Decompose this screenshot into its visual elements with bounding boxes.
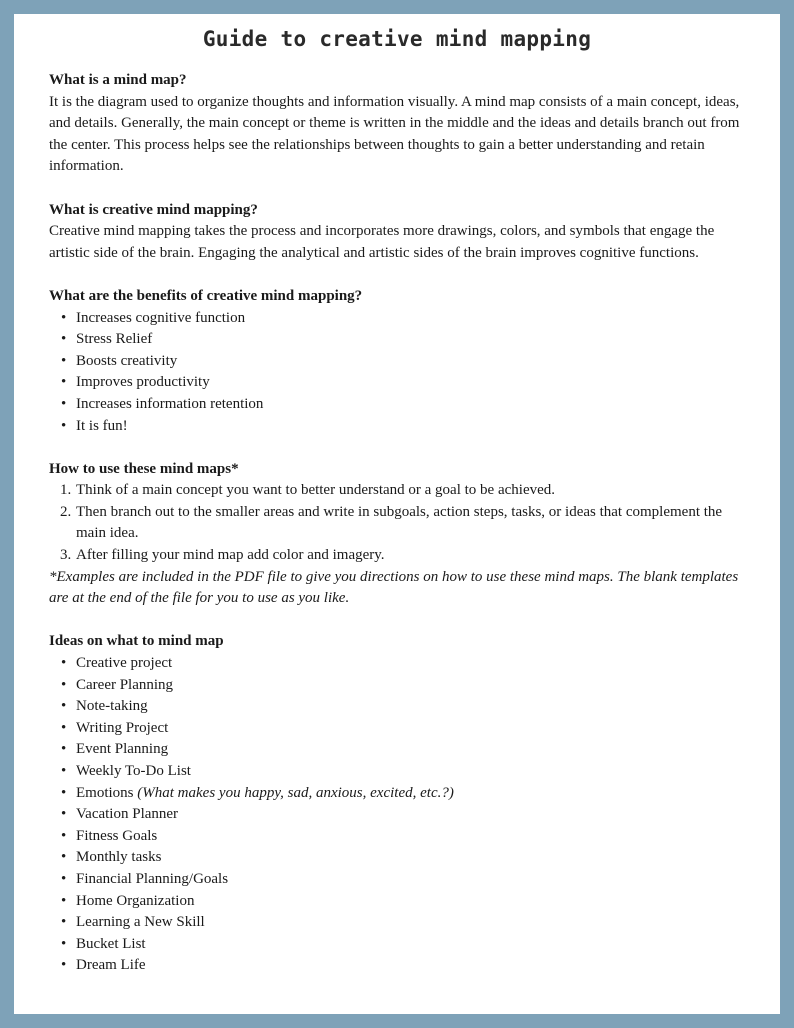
step-text: After filling your mind map add color and imagery. (76, 547, 385, 564)
footnote: *Examples are included in the PDF file to give you directions on how to use these mind maps. The blank templates are at the end of the file for you to use as you like. (49, 568, 739, 607)
section-heading: Ideas on what to mind map (49, 633, 224, 650)
list-item: • Career Planning (49, 675, 749, 697)
document-content (49, 70, 749, 977)
list-item (49, 502, 749, 545)
list-item: • Vacation Planner (49, 804, 749, 826)
list-item: • Dream Life (49, 955, 749, 977)
list-item (49, 480, 749, 502)
section-what-is (49, 70, 749, 178)
section-heading: How to use these mind maps* (49, 460, 239, 477)
step-number: 3. (60, 547, 72, 564)
step-number: 2. (60, 503, 72, 520)
section-benefits (49, 286, 749, 437)
section-heading: What is a mind map? (49, 72, 187, 88)
list-item-text: Emotions (76, 784, 134, 801)
section-ideas (49, 631, 749, 977)
list-item (49, 783, 749, 805)
benefits-list (49, 308, 749, 438)
step-text: Think of a main concept you want to better understand or a goal to be achieved. (76, 482, 556, 499)
list-item: • Stress Relief (49, 329, 749, 351)
document-page (14, 14, 780, 1014)
steps-list (49, 480, 749, 566)
list-item: • Boosts creativity (49, 351, 749, 373)
list-item (49, 545, 749, 567)
list-item: • It is fun! (49, 416, 749, 438)
step-text: Then branch out to the smaller areas and write in subgoals, action steps, tasks, or ideas that complement the main idea. (76, 503, 723, 542)
list-item: • Improves productivity (49, 372, 749, 394)
emotions-note: (What makes you happy, sad, anxious, excited, etc.?) (137, 784, 454, 801)
section-creative (49, 200, 749, 265)
list-item: • Note-taking (49, 696, 749, 718)
list-item: • Home Organization (49, 891, 749, 913)
page-title: Guide to creative mind mapping (202, 27, 592, 51)
list-item: • Writing Project (49, 718, 749, 740)
list-item: • Increases information retention (49, 394, 749, 416)
list-item: • Learning a New Skill (49, 912, 749, 934)
section-body: It is the diagram used to organize thoughts and information visually. A mind map consists of a main concept, ideas, and details. Generally, the main concept or theme is written in the middle and the ideas and details branch out from the center. This process helps see the relationships between thoughts to gain a better understanding and retain information. (49, 93, 740, 175)
section-heading: What is creative mind mapping? (49, 201, 258, 218)
list-item: • Financial Planning/Goals (49, 869, 749, 891)
list-item: • Monthly tasks (49, 847, 749, 869)
list-item: • Bucket List (49, 934, 749, 956)
ideas-list (49, 653, 749, 977)
list-item: • Event Planning (49, 739, 749, 761)
step-number: 1. (60, 482, 72, 499)
list-item: • Increases cognitive function (49, 308, 749, 330)
section-heading: What are the benefits of creative mind mapping? (49, 287, 363, 304)
section-body: Creative mind mapping takes the process and incorporates more drawings, colors, and symbols that engage the artistic side of the brain. Engaging the analytical and artistic sides of the brain improves cognitive functions. (49, 223, 715, 261)
list-item: • Fitness Goals (49, 826, 749, 848)
list-item: • Creative project (49, 653, 749, 675)
section-how-to (49, 459, 749, 610)
list-item: • Weekly To-Do List (49, 761, 749, 783)
